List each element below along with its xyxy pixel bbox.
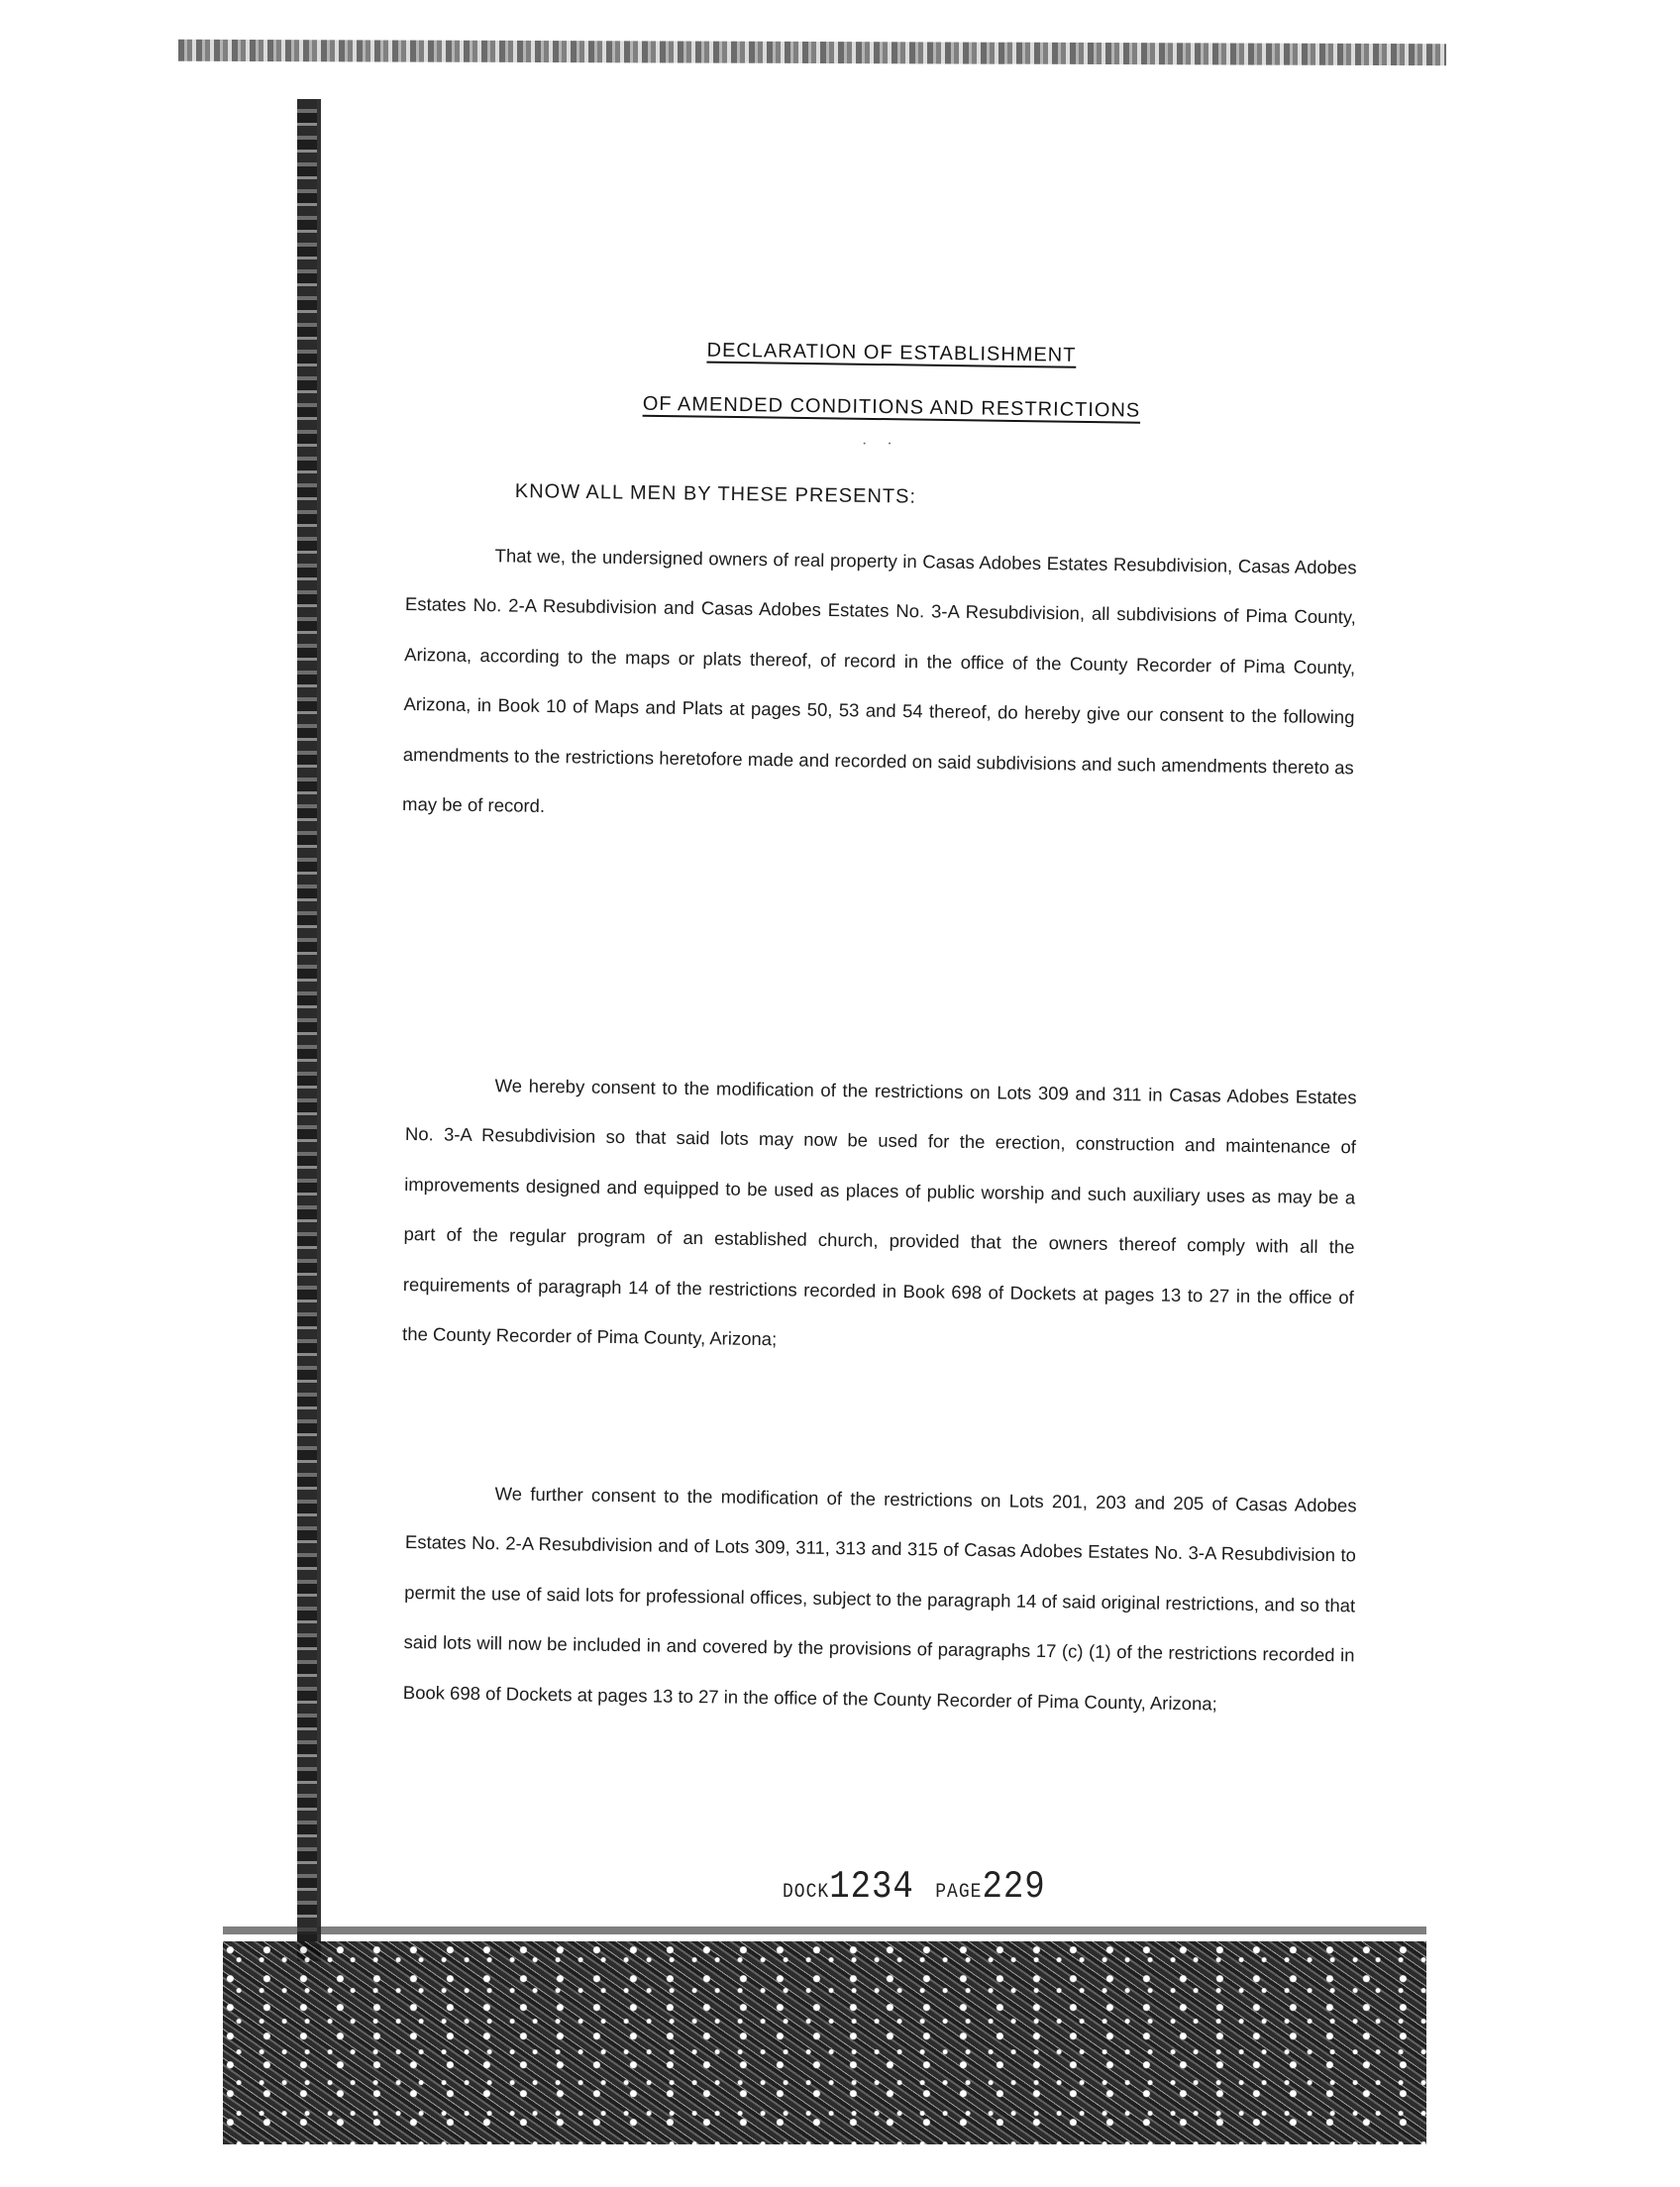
recording-stamp <box>783 1866 1046 1910</box>
stamp-book-label: DOCK <box>783 1881 830 1905</box>
document-title-line-2: OF AMENDED CONDITIONS AND RESTRICTIONS <box>642 392 1141 422</box>
document-page <box>327 99 1426 1922</box>
salutation: KNOW ALL MEN BY THESE PRESENTS: <box>514 480 917 508</box>
scan-left-edge <box>297 99 321 1961</box>
title-separator: · · <box>862 436 892 453</box>
paragraph-consent-owners: That we, the undersigned owners of real property in Casas Adobes Estates Resubdivision, Casas Adobes Estates No. 2-A Resubdivision and Casas Adobes Estates No. 3-A Resubdivision, all subdivisions of Pima County, Arizona, according to the maps or plats thereof, of record in the office of the County Recorder of Pima County, Arizona, in Book 10 of Maps and Plats at pages 50, 53 and 54 thereof, do hereby give our consent to the following amendments to the restrictions heretofore made and recorded on said subdivisions and such amendments thereto as may be of record. <box>401 545 1357 817</box>
paragraph-church-use: We hereby consent to the modification of the restrictions on Lots 309 and 311 in Casas Adobes Estates No. 3-A Resubdivision so that said lots may now be used for the erection, construction and maintenance of improvements designed and equipped to be used as places of public worship and such auxiliary uses as may be a part of the regular program of an established church, provided that the owners thereof comply with all the requirements of paragraph 14 of the restrictions recorded in Book 698 of Dockets at pages 13 to 27 in the office of the County Recorder of Pima County, Arizona; <box>401 1075 1357 1350</box>
stamp-page-label: PAGE <box>935 1881 983 1905</box>
paragraph-professional-offices: We further consent to the modification of the restrictions on Lots 201, 203 and 205 of Casas Adobes Estates No. 2-A Resubdivision and of Lots 309, 311, 313 and 315 of Casas Adobes Estates No. 3-A Resubdivision to permit the use of said lots for professional offices, subject to the paragraph 14 of said original restrictions, and so that said lots will now be included in and covered by the provisions of paragraphs 17 (c) (1) of the restrictions recorded in Book 698 of Dockets at pages 13 to 27 in the office of the County Recorder of Pima County, Arizona; <box>402 1483 1357 1715</box>
scan-bottom-noise <box>223 1941 1426 2144</box>
stamp-page-number: 229 <box>982 1866 1046 1910</box>
scan-bottom-line <box>223 1927 1426 1934</box>
scan-top-edge <box>178 40 1446 65</box>
stamp-book-number: 1234 <box>829 1866 914 1910</box>
document-title-line-1: DECLARATION OF ESTABLISHMENT <box>706 339 1077 366</box>
